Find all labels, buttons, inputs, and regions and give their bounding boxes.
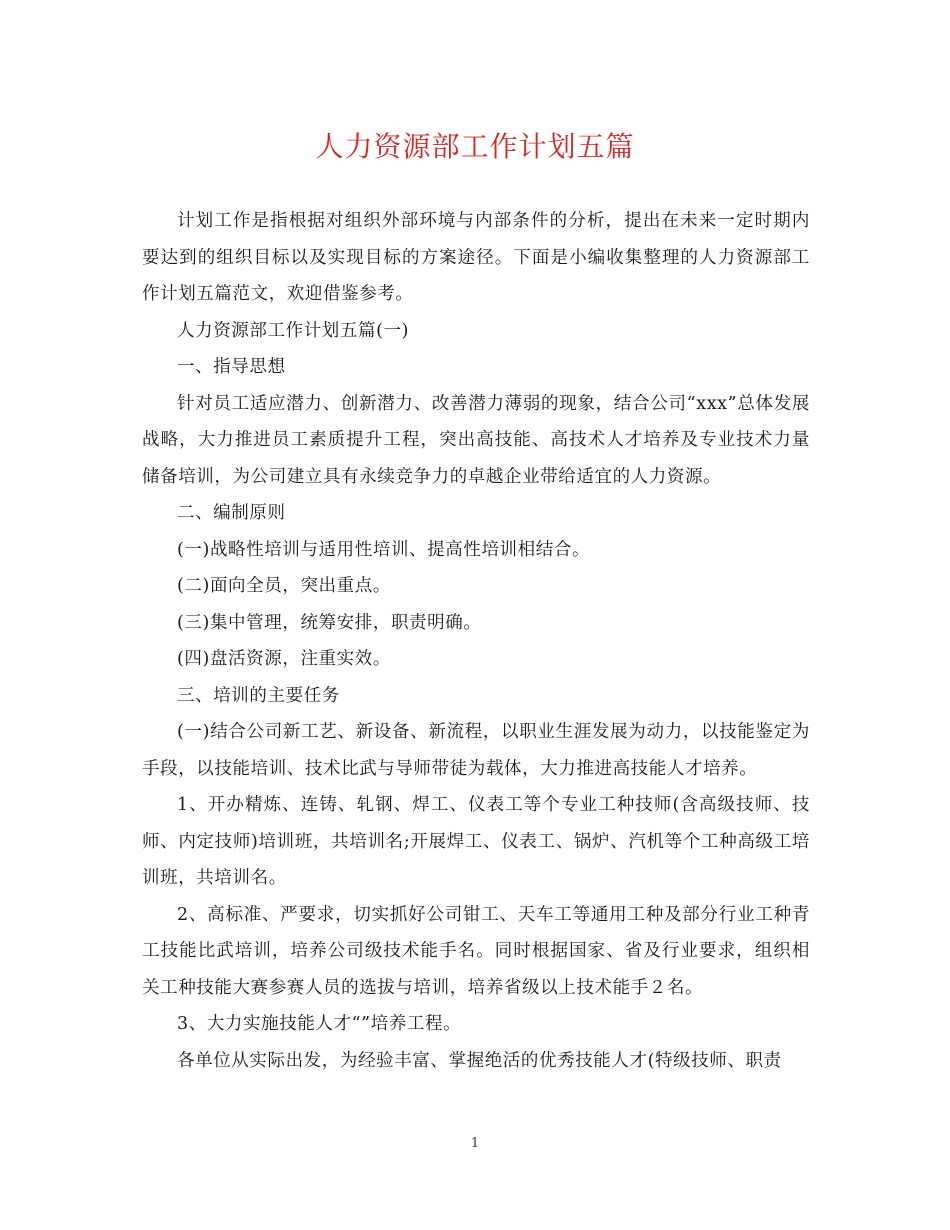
paragraph-guiding-thought: 针对员工适应潜力、创新潜力、改善潜力薄弱的现象，结合公司“xxx”总体发展战略，大力推进员工素质提升工程，突出高技能、高技术人才培养及专业技术力量储备培训，为公司建立具有永续竞争力的卓越企业带给适宜的人力资源。 [142, 393, 810, 487]
paragraph-heading-principles: 二、编制原则 [177, 503, 286, 523]
paragraph-principle-2: (二)面向全员，突出重点。 [177, 576, 391, 596]
paragraph-task-item-3-detail: 各单位从实际出发，为经验丰富、掌握绝活的优秀技能人才(特级技师、职责 [177, 1050, 782, 1071]
paragraph-task-item-2: 2、高标准、严要求，切实抓好公司钳工、天车工等通用工种及部分行业工种青工技能比武培训，培养公司级技术能手名。同时根据国家、省及行业要求，组织相关工种技能大赛参赛人员的选拔与培训，培养省级以上技术能手２名。 [142, 904, 810, 998]
page-number: 1 [470, 1136, 480, 1151]
paragraph-principle-4: (四)盘活资源，注重实效。 [177, 649, 391, 669]
paragraph-principle-1: (一)战略性培训与适用性培训、提高性培训相结合。 [177, 539, 591, 560]
paragraph-task-1: (一)结合公司新工艺、新设备、新流程，以职业生涯发展为动力，以技能鉴定为手段，以技能培训、技术比武与导师带徒为载体，大力推进高技能人才培养。 [142, 722, 810, 779]
paragraph-task-item-3: 3、大力实施技能人才“”培养工程。 [177, 1014, 462, 1034]
paragraph-principle-3: (三)集中管理，统筹安排，职责明确。 [177, 612, 482, 633]
document-title: 人力资源部工作计划五篇 [315, 130, 635, 163]
paragraph-heading-tasks: 三、培训的主要任务 [177, 685, 340, 706]
paragraph-section-heading: 人力资源部工作计划五篇(一) [177, 320, 410, 341]
paragraph-heading-guiding-thought: 一、指导思想 [177, 357, 286, 377]
document-body [142, 203, 810, 1079]
paragraph-task-item-1: 1、开办精炼、连铸、轧钢、焊工、仪表工等个专业工种技师(含高级技师、技师、内定技师)培训班，共培训名;开展焊工、仪表工、锅炉、汽机等个工种高级工培训班，共培训名。 [142, 795, 810, 888]
paragraph-intro: 计划工作是指根据对组织外部环境与内部条件的分析，提出在未来一定时期内要达到的组织目标以及实现目标的方案途径。下面是小编收集整理的人力资源部工作计划五篇范文，欢迎借鉴参考。 [142, 211, 810, 304]
